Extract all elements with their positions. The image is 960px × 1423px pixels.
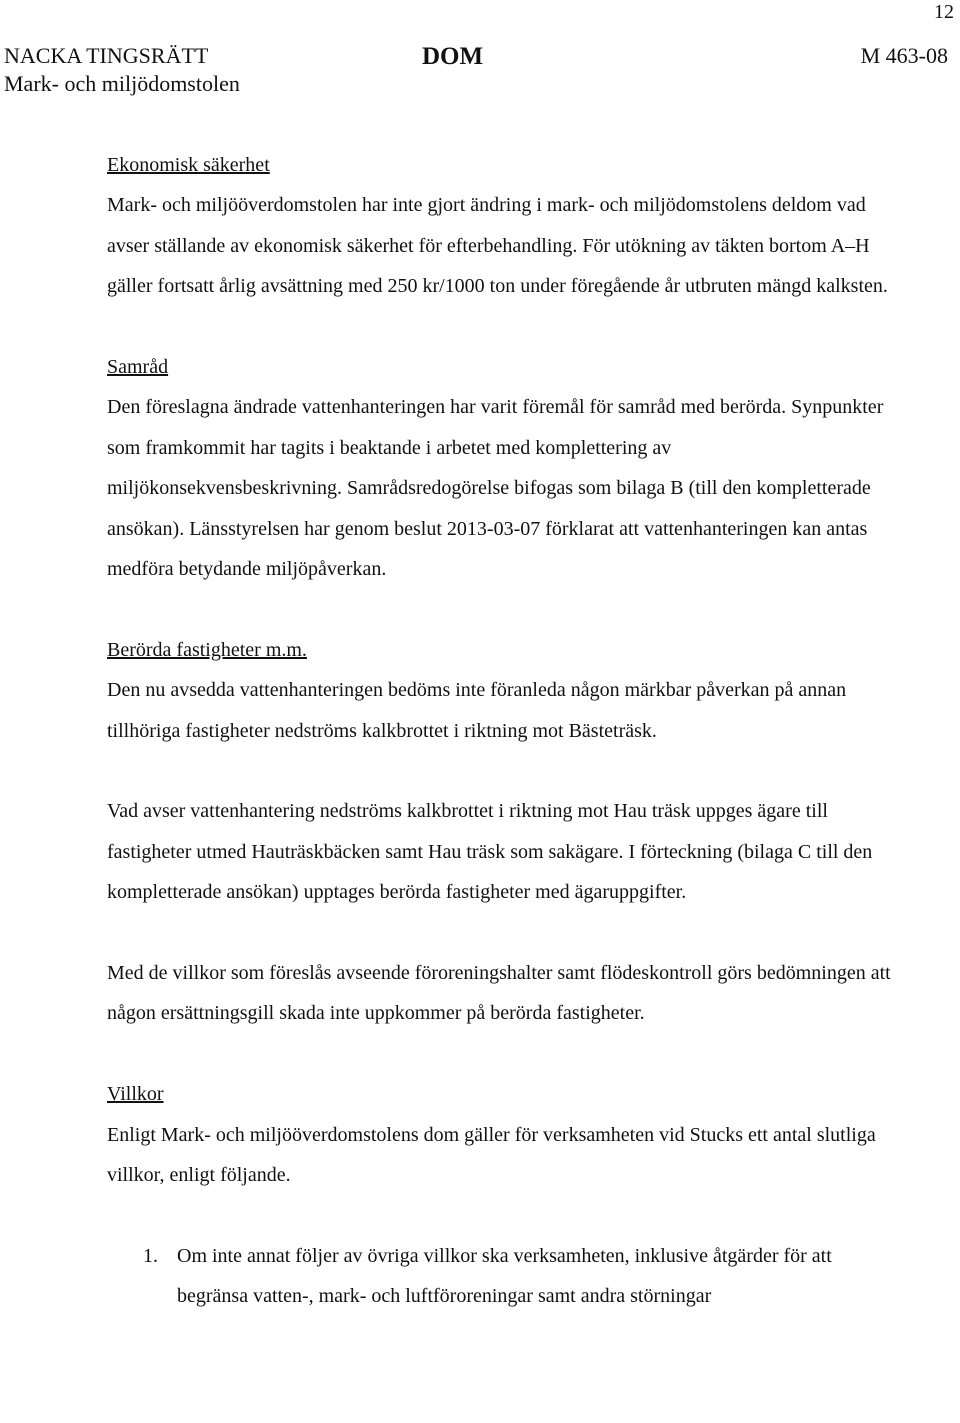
- paragraph: Mark- och miljööverdomstolen har inte gjort ändring i mark- och miljödomstolens deldom vad avser ställande av ekonomisk säkerhet för efterbehandling. För utökning av täkten bortom A–H gäller fortsatt årlig avsättning med 250 kr/1000 ton under föregående år utbruten mängd kalksten.: [107, 194, 888, 298]
- section-title: Berörda fastigheter m.m.: [107, 638, 307, 661]
- document-header: [4, 42, 948, 96]
- section-title: Ekonomisk säkerhet: [107, 154, 270, 176]
- paragraph: Den nu avsedda vattenhanteringen bedöms inte föranleda någon märkbar påverkan på annan tillhöriga fastigheter nedströms kalkbrottet i riktning mot Bästeträsk.: [107, 679, 847, 742]
- court-division: Mark- och miljödomstolen: [4, 71, 240, 96]
- document-body: [107, 145, 907, 1317]
- paragraph: Vad avser vattenhantering nedströms kalkbrottet i riktning mot Hau träsk uppges ägare till fastigheter utmed Hauträskbäcken samt Hau träsk som sakägare. I förteckning (bilaga C till den kompletterade ansökan) upptages berörda fastigheter med ägaruppgifter.: [107, 800, 873, 904]
- section-conditions: [107, 1074, 907, 1195]
- paragraph: Den föreslagna ändrade vattenhanteringen har varit föremål för samråd med berörda. Synpunkter som framkommit har tagits i beaktande i arbetet med komplettering av miljökonsekvensbeskrivning. Samrådsredogörelse bifogas som bilaga B (till den kompletterade ansökan). Länsstyrelsen har genom beslut 2013-03-07 förklarat att vattenhanteringen kan antas medföra betydande miljöpåverkan.: [107, 396, 884, 581]
- section-title: Samråd: [107, 356, 169, 379]
- court-name: NACKA TINGSRÄTT: [4, 43, 209, 68]
- paragraph: Enligt Mark- och miljööverdomstolens dom gäller för verksamheten vid Stucks ett antal slutliga villkor, enligt följande.: [107, 1123, 876, 1187]
- list-item-text: Om inte annat följer av övriga villkor ska verksamheten, inklusive åtgärder för att begränsa vatten-, mark- och luftföroreningar samt andra störningar: [177, 1244, 832, 1308]
- paragraph: Med de villkor som föreslås avseende föroreningshalter samt flödeskontroll görs bedömningen att någon ersättningsgill skada inte uppkommer på berörda fastigheter.: [107, 962, 891, 1025]
- section-title: Villkor: [107, 1083, 164, 1106]
- section-affected-properties: [107, 630, 907, 1034]
- court-block: [4, 42, 240, 98]
- section-economic-security: [107, 145, 907, 307]
- list-item-number: 1.: [143, 1244, 158, 1267]
- case-number: M 463-08: [860, 43, 948, 68]
- numbered-list-item: [143, 1236, 907, 1317]
- document-type: DOM: [422, 43, 484, 70]
- section-consultation: [107, 347, 907, 589]
- page-number: 12: [934, 1, 954, 23]
